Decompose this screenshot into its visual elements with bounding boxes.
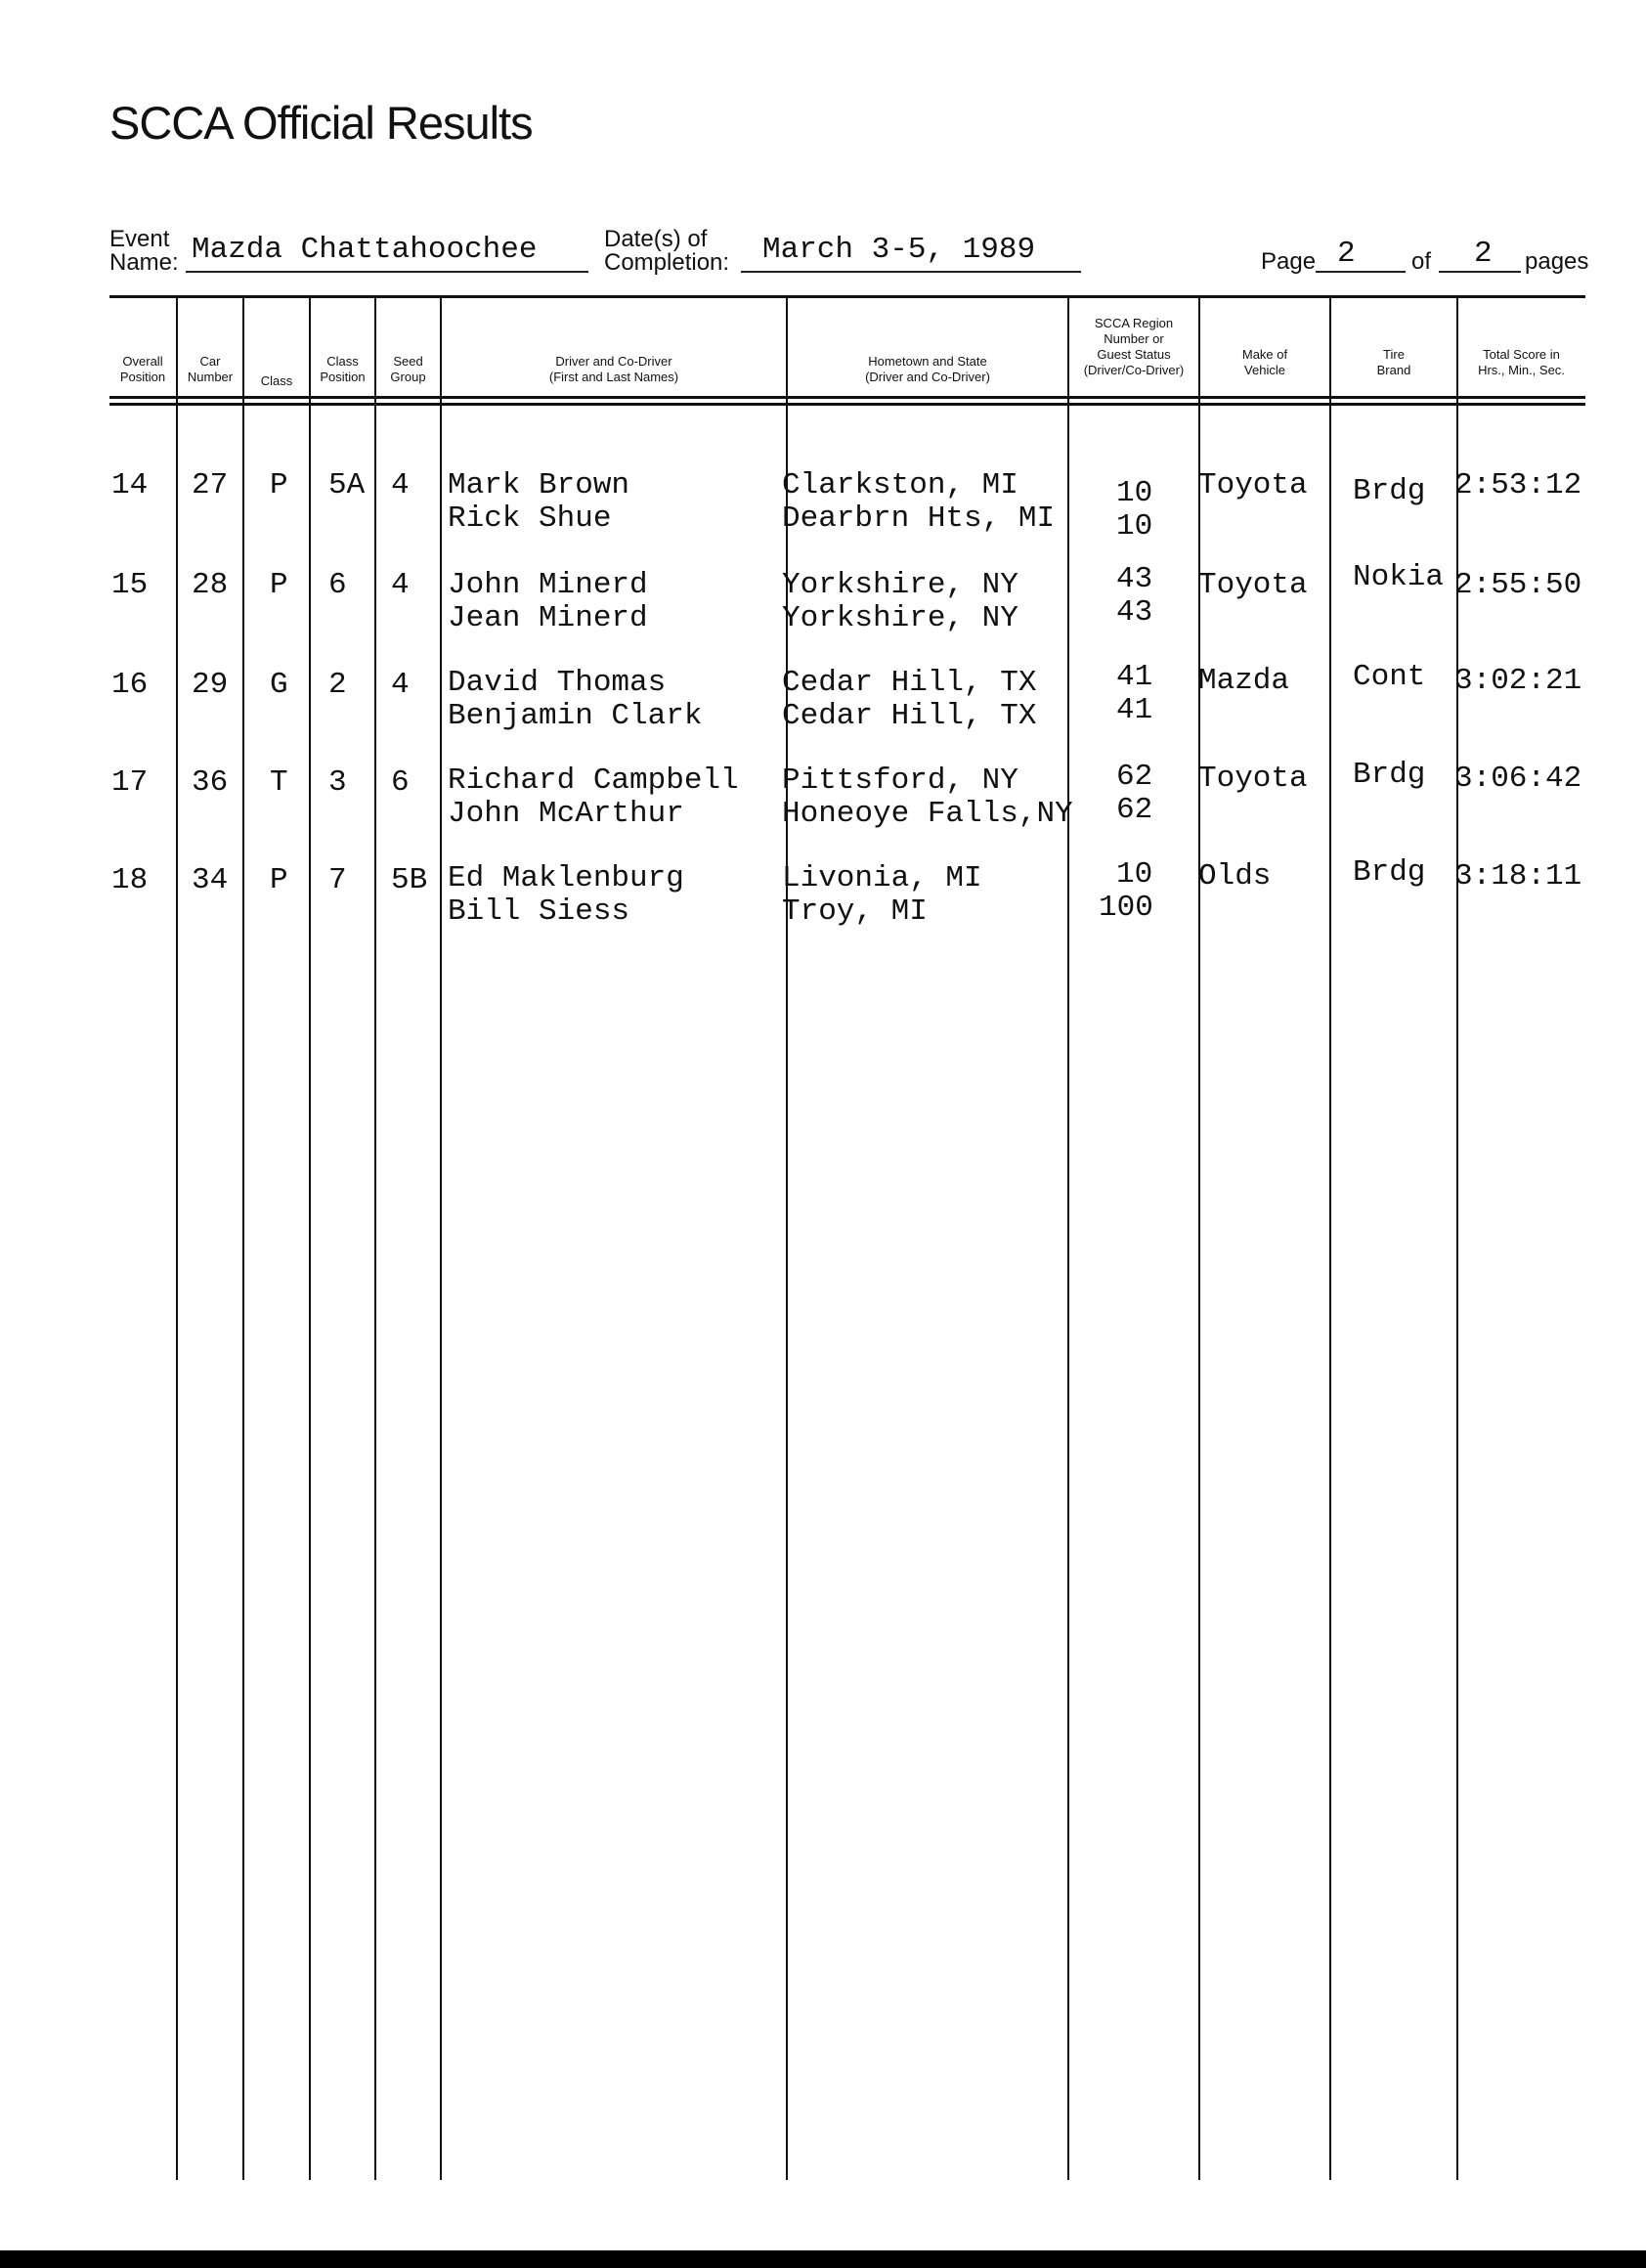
header-text: (Driver/Co-Driver) bbox=[1083, 363, 1185, 377]
header-text: Brand bbox=[1376, 363, 1411, 377]
driver-name: David Thomas bbox=[448, 666, 667, 700]
total-score: 3:06:42 bbox=[1454, 762, 1582, 796]
header-text: (First and Last Names) bbox=[548, 370, 679, 384]
scan-border bbox=[0, 2250, 1646, 2268]
hometown: Clarkston, MI bbox=[782, 468, 1018, 502]
driver-name: Mark Brown bbox=[448, 468, 630, 502]
overall-position: 17 bbox=[111, 765, 149, 800]
class-position: 2 bbox=[328, 668, 347, 702]
event-underline bbox=[186, 271, 588, 273]
header-text: Car bbox=[199, 354, 221, 369]
total-underline bbox=[1439, 271, 1521, 273]
class-position: 3 bbox=[328, 765, 347, 800]
codriver-name: Rick Shue bbox=[448, 502, 612, 536]
class: P bbox=[270, 863, 288, 897]
region: 43 bbox=[1116, 562, 1153, 596]
header-text: Vehicle bbox=[1244, 363, 1285, 377]
region: 10 bbox=[1116, 857, 1153, 892]
seed-group: 4 bbox=[391, 668, 410, 702]
of-label: of bbox=[1411, 248, 1432, 275]
class: P bbox=[270, 568, 288, 602]
header-text: Driver and Co-Driver bbox=[555, 354, 672, 369]
make: Olds bbox=[1198, 859, 1272, 894]
header-text: Number or bbox=[1104, 331, 1164, 346]
header-hometown bbox=[787, 354, 1068, 385]
date-label-line2: Completion: bbox=[604, 249, 730, 276]
co-hometown: Cedar Hill, TX bbox=[782, 699, 1037, 733]
co-region: 43 bbox=[1116, 595, 1153, 630]
codriver-name: John McArthur bbox=[448, 797, 684, 831]
region: 41 bbox=[1116, 660, 1153, 694]
event-label bbox=[109, 228, 179, 275]
tire: Nokia bbox=[1353, 560, 1445, 594]
co-region: 62 bbox=[1116, 793, 1153, 827]
hometown: Pittsford, NY bbox=[782, 763, 1018, 798]
header-text: Group bbox=[390, 370, 426, 384]
overall-position: 16 bbox=[111, 668, 149, 702]
region: 62 bbox=[1116, 760, 1153, 794]
header-make bbox=[1199, 347, 1330, 378]
car-number: 36 bbox=[192, 765, 229, 800]
class-position: 6 bbox=[328, 568, 347, 602]
seed-group: 5B bbox=[391, 863, 428, 897]
codriver-name: Benjamin Clark bbox=[448, 699, 703, 733]
co-hometown: Dearbrn Hts, MI bbox=[782, 502, 1056, 536]
total-score: 2:55:50 bbox=[1454, 568, 1582, 602]
class: G bbox=[270, 668, 288, 702]
header-text: SCCA Region bbox=[1094, 316, 1174, 330]
header-overall-position bbox=[109, 354, 176, 385]
overall-position: 18 bbox=[111, 863, 149, 897]
header-class bbox=[243, 373, 310, 389]
region: 10 bbox=[1116, 476, 1153, 510]
date-value: March 3-5, 1989 bbox=[762, 233, 1036, 267]
event-label-line1: Event bbox=[109, 226, 170, 252]
class: P bbox=[270, 468, 288, 502]
co-region: 10 bbox=[1116, 509, 1153, 544]
header-text: Guest Status bbox=[1097, 347, 1171, 362]
hometown: Yorkshire, NY bbox=[782, 568, 1018, 602]
make: Toyota bbox=[1198, 762, 1308, 796]
header-text: Seed bbox=[393, 354, 423, 369]
class: T bbox=[270, 765, 288, 800]
header-text: (Driver and Co-Driver) bbox=[865, 370, 990, 384]
date-label-line1: Date(s) of bbox=[604, 226, 708, 252]
tire: Brdg bbox=[1353, 758, 1426, 792]
header-text: Hometown and State bbox=[868, 354, 987, 369]
hometown: Livonia, MI bbox=[782, 861, 982, 895]
event-name: Mazda Chattahoochee bbox=[192, 233, 538, 267]
page-underline bbox=[1316, 271, 1406, 273]
class-position: 5A bbox=[328, 468, 366, 502]
page-number: 2 bbox=[1337, 237, 1356, 271]
page-label: Page bbox=[1261, 248, 1317, 275]
driver-name: John Minerd bbox=[448, 568, 648, 602]
car-number: 29 bbox=[192, 668, 229, 702]
class-position: 7 bbox=[328, 863, 347, 897]
col-divider bbox=[176, 298, 178, 2180]
total-score: 3:18:11 bbox=[1454, 859, 1582, 894]
header-total-score bbox=[1457, 347, 1585, 378]
date-underline bbox=[741, 271, 1081, 273]
car-number: 27 bbox=[192, 468, 229, 502]
event-label-line2: Name: bbox=[109, 249, 179, 276]
header-text: Class bbox=[326, 354, 359, 369]
driver-name: Richard Campbell bbox=[448, 763, 739, 798]
overall-position: 15 bbox=[111, 568, 149, 602]
header-class-position bbox=[310, 354, 375, 385]
header-text: Total Score in bbox=[1483, 347, 1560, 362]
col-divider bbox=[1067, 298, 1069, 2180]
total-score: 2:53:12 bbox=[1454, 468, 1582, 502]
total-score: 3:02:21 bbox=[1454, 664, 1582, 698]
col-divider bbox=[374, 298, 376, 2180]
make: Toyota bbox=[1198, 468, 1308, 502]
date-label bbox=[604, 228, 729, 275]
codriver-name: Jean Minerd bbox=[448, 601, 648, 635]
header-text: Make of bbox=[1241, 347, 1288, 362]
car-number: 28 bbox=[192, 568, 229, 602]
header-text: Position bbox=[119, 370, 166, 384]
header-seed-group bbox=[375, 354, 441, 385]
page-title: SCCA Official Results bbox=[109, 97, 533, 149]
driver-name: Ed Maklenburg bbox=[448, 861, 684, 895]
tire: Brdg bbox=[1353, 474, 1426, 508]
hometown: Cedar Hill, TX bbox=[782, 666, 1037, 700]
header-rule-1 bbox=[109, 396, 1585, 399]
table-top-rule bbox=[109, 295, 1585, 298]
tire: Brdg bbox=[1353, 855, 1426, 890]
pages-label: pages bbox=[1525, 248, 1589, 275]
header-text: Position bbox=[320, 370, 366, 384]
col-divider bbox=[242, 298, 244, 2180]
seed-group: 4 bbox=[391, 568, 410, 602]
seed-group: 4 bbox=[391, 468, 410, 502]
tire: Cont bbox=[1353, 660, 1426, 694]
header-car-number bbox=[177, 354, 243, 385]
header-text: Class bbox=[260, 373, 293, 388]
header-text: Hrs., Min., Sec. bbox=[1478, 363, 1565, 377]
header-text: Overall bbox=[122, 354, 163, 369]
header-tire bbox=[1330, 347, 1457, 378]
header-text: Tire bbox=[1383, 347, 1405, 362]
co-region: 41 bbox=[1116, 693, 1153, 727]
header-driver bbox=[441, 354, 787, 385]
make: Mazda bbox=[1198, 664, 1290, 698]
seed-group: 6 bbox=[391, 765, 410, 800]
co-hometown: Yorkshire, NY bbox=[782, 601, 1018, 635]
col-divider bbox=[1329, 298, 1331, 2180]
make: Toyota bbox=[1198, 568, 1308, 602]
co-hometown: Troy, MI bbox=[782, 894, 928, 929]
header-rule-2 bbox=[109, 403, 1585, 406]
col-divider bbox=[440, 298, 442, 2180]
header-region bbox=[1068, 316, 1199, 378]
page-total: 2 bbox=[1474, 237, 1493, 271]
header-text: Number bbox=[187, 370, 234, 384]
co-hometown: Honeoye Falls,NY bbox=[782, 797, 1073, 831]
car-number: 34 bbox=[192, 863, 229, 897]
col-divider bbox=[309, 298, 311, 2180]
co-region: 100 bbox=[1099, 891, 1153, 925]
overall-position: 14 bbox=[111, 468, 149, 502]
codriver-name: Bill Siess bbox=[448, 894, 630, 929]
